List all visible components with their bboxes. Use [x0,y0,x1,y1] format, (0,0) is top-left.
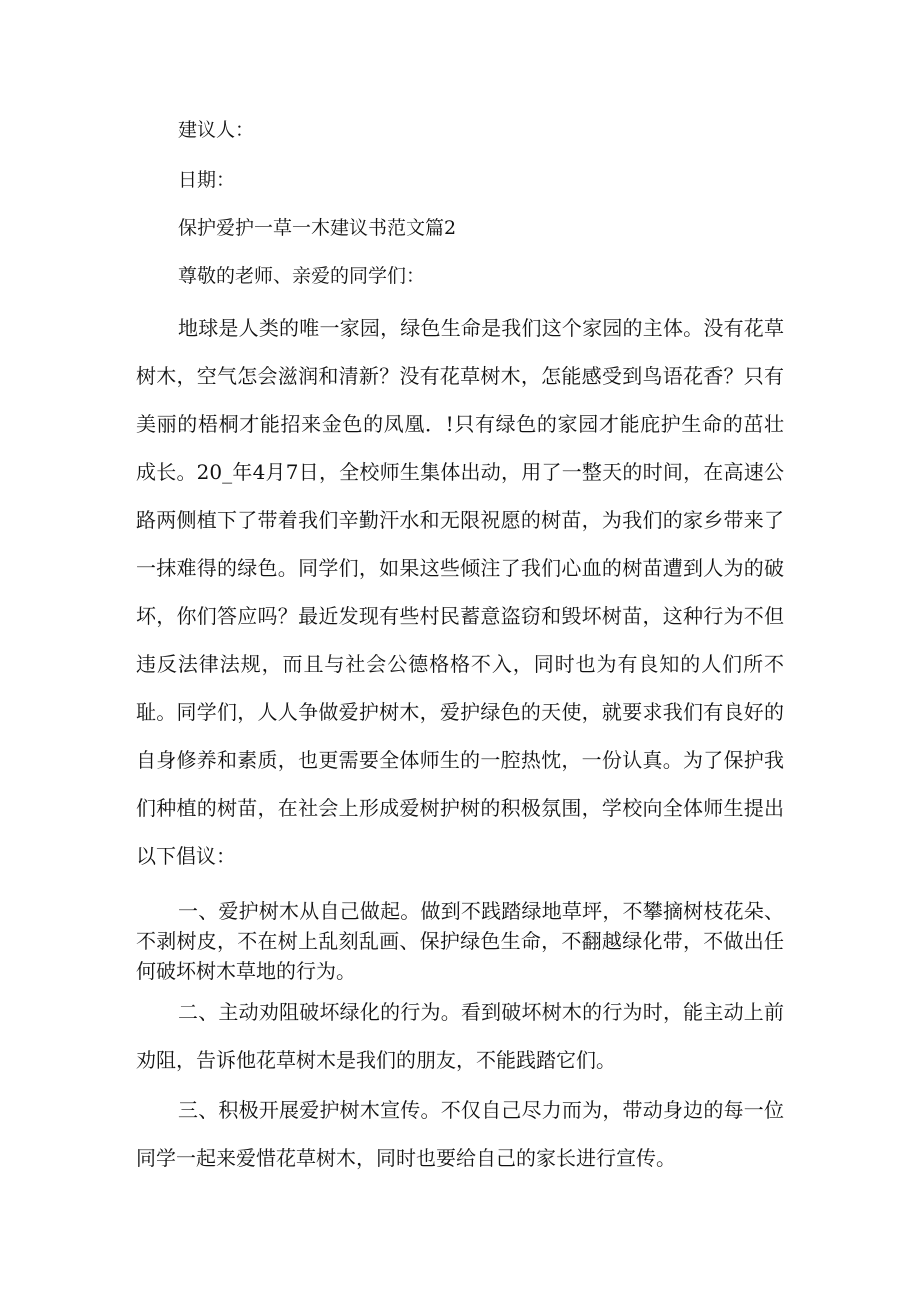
proposal-item-2: 二、主动劝阻破坏绿化的行为。看到破坏树木的行为时，能主动上前劝阻，告诉他花草树木是我们的朋友，不能践踏它们。 [136,1000,784,1072]
section-title: 保护爱护一草一木建议书范文篇2 [178,217,457,239]
proposal-item-1: 一、爱护树木从自己做起。做到不践踏绿地草坪，不攀摘树枝花朵、不剥树皮，不在树上乱刻乱画、保护绿色生命，不翻越绿化带，不做出任何破坏树木草地的行为。 [136,899,784,983]
proposal-item-3: 三、积极开展爱护树木宣传。不仅自己尽力而为，带动身边的每一位同学一起来爱惜花草树木，同时也要给自己的家长进行宣传。 [136,1098,784,1170]
proposer-label: 建议人： [178,119,255,141]
date-label: 日期： [178,169,236,191]
body-paragraph: 地球是人类的唯一家园，绿色生命是我们这个家园的主体。没有花草树木，空气怎会滋润和清新？没有花草树木，怎能感受到鸟语花香？只有美丽的梧桐才能招来金色的凤凰．!只有绿色的家园才能庇护生命的茁壮成长。20_年4月7日，全校师生集体出动，用了一整天的时间，在高速公路两侧植下了带着我们辛勤汗水和无限祝愿的树苗，为我们的家乡带来了一抹难得的绿色。同学们，如果这些倾注了我们心血的树苗遭到人为的破坏，你们答应吗？最近发现有些村民蓄意盗窃和毁坏树苗，这种行为不但违反法律法规，而且与社会公德格格不入，同时也为有良知的人们所不耻。同学们，人人争做爱护树木，爱护绿色的天使，就要求我们有良好的自身修养和素质，也更需要全体师生的一腔热忱，一份认真。为了保护我们种植的树苗，在社会上形成爱树护树的积极氛围，学校向全体师生提出以下倡议： [136,316,784,868]
salutation: 尊敬的老师、亲爱的同学们： [178,265,426,287]
